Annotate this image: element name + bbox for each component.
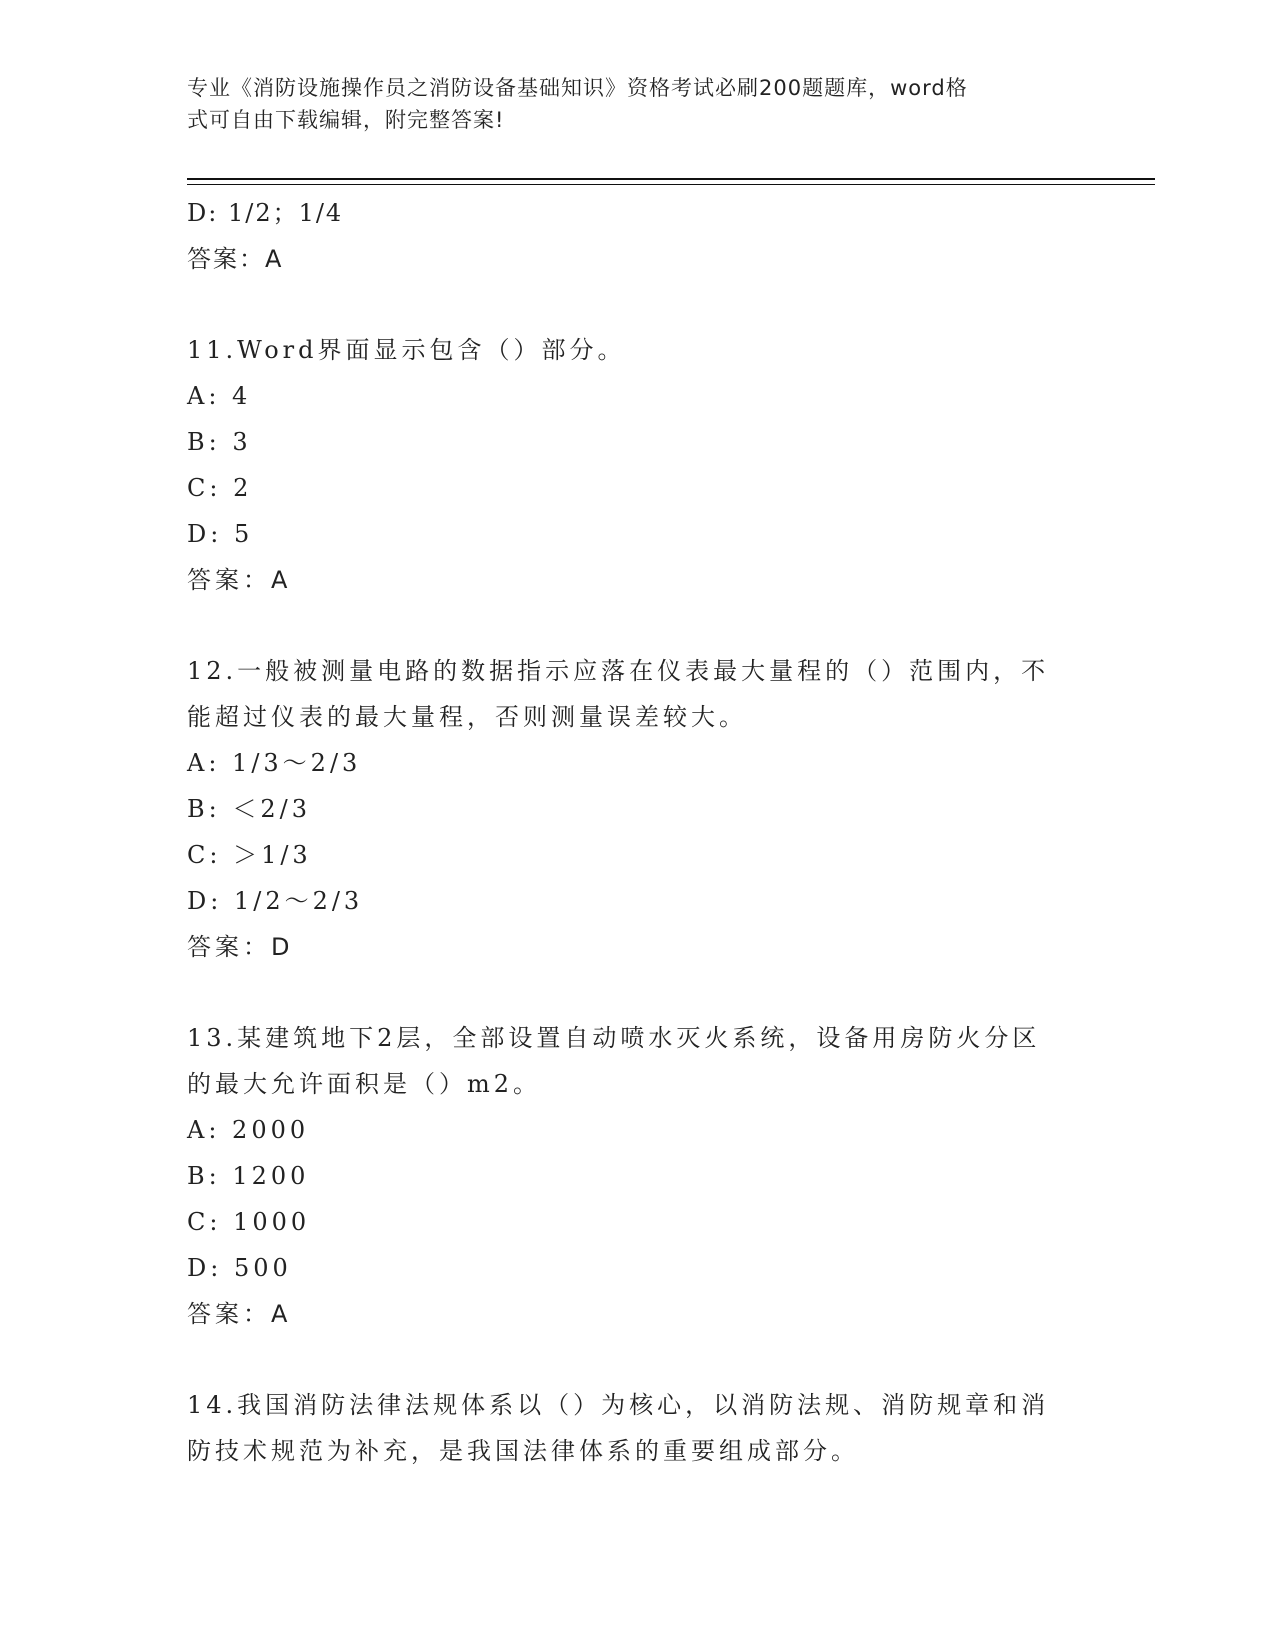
option-d: D: 500: [187, 1254, 292, 1282]
option-d: D: 1/2～2/3: [187, 887, 364, 915]
question-stem-line-2: 能超过仪表的最大量程，否则测量误差较大。: [187, 703, 747, 731]
question-stem-line-1: 12.一般被测量电路的数据指示应落在仪表最大量程的（）范围内，不: [187, 657, 1050, 685]
question-stem-line-1: 13.某建筑地下2层，全部设置自动喷水灭火系统，设备用房防火分区: [187, 1024, 1041, 1052]
header-divider-thin: [187, 184, 1155, 185]
previous-question-tail: [187, 191, 1087, 282]
option-c: C: 2: [187, 474, 253, 502]
question-14: [187, 1382, 1087, 1474]
option-b: B: ＜2/3: [187, 795, 311, 823]
answer-line: 答案：A: [187, 1300, 292, 1328]
option-a: A: 4: [187, 382, 252, 410]
header-title-line-1: 专业《消防设施操作员之消防设备基础知识》资格考试必刷200题题库，word格: [187, 76, 968, 100]
question-13: [187, 1015, 1087, 1337]
option-a: A: 2000: [187, 1116, 310, 1144]
question-stem-line-1: 14.我国消防法律法规体系以（）为核心，以消防法规、消防规章和消: [187, 1391, 1050, 1419]
question-11: [187, 327, 1087, 603]
option-d: D: 1/2；1/4: [187, 199, 344, 227]
document-header: [187, 72, 1067, 136]
option-c: C: 1000: [187, 1208, 311, 1236]
answer-line: 答案：D: [187, 933, 294, 961]
header-title-line-2: 式可自由下载编辑，附完整答案!: [187, 108, 505, 132]
question-stem-line-2: 防技术规范为补充，是我国法律体系的重要组成部分。: [187, 1437, 859, 1465]
option-c: C: ＞1/3: [187, 841, 312, 869]
answer-line: 答案：A: [187, 566, 292, 594]
question-stem-line-2: 的最大允许面积是（）m2。: [187, 1070, 542, 1098]
header-divider-thick: [187, 178, 1155, 180]
option-a: A: 1/3～2/3: [187, 749, 362, 777]
option-b: B: 1200: [187, 1162, 310, 1190]
answer-line: 答案：A: [187, 244, 284, 273]
document-body: [187, 191, 1087, 1474]
question-stem: 11.Word界面显示包含（）部分。: [187, 336, 626, 364]
option-d: D: 5: [187, 520, 254, 548]
option-b: B: 3: [187, 428, 252, 456]
question-12: [187, 648, 1087, 970]
